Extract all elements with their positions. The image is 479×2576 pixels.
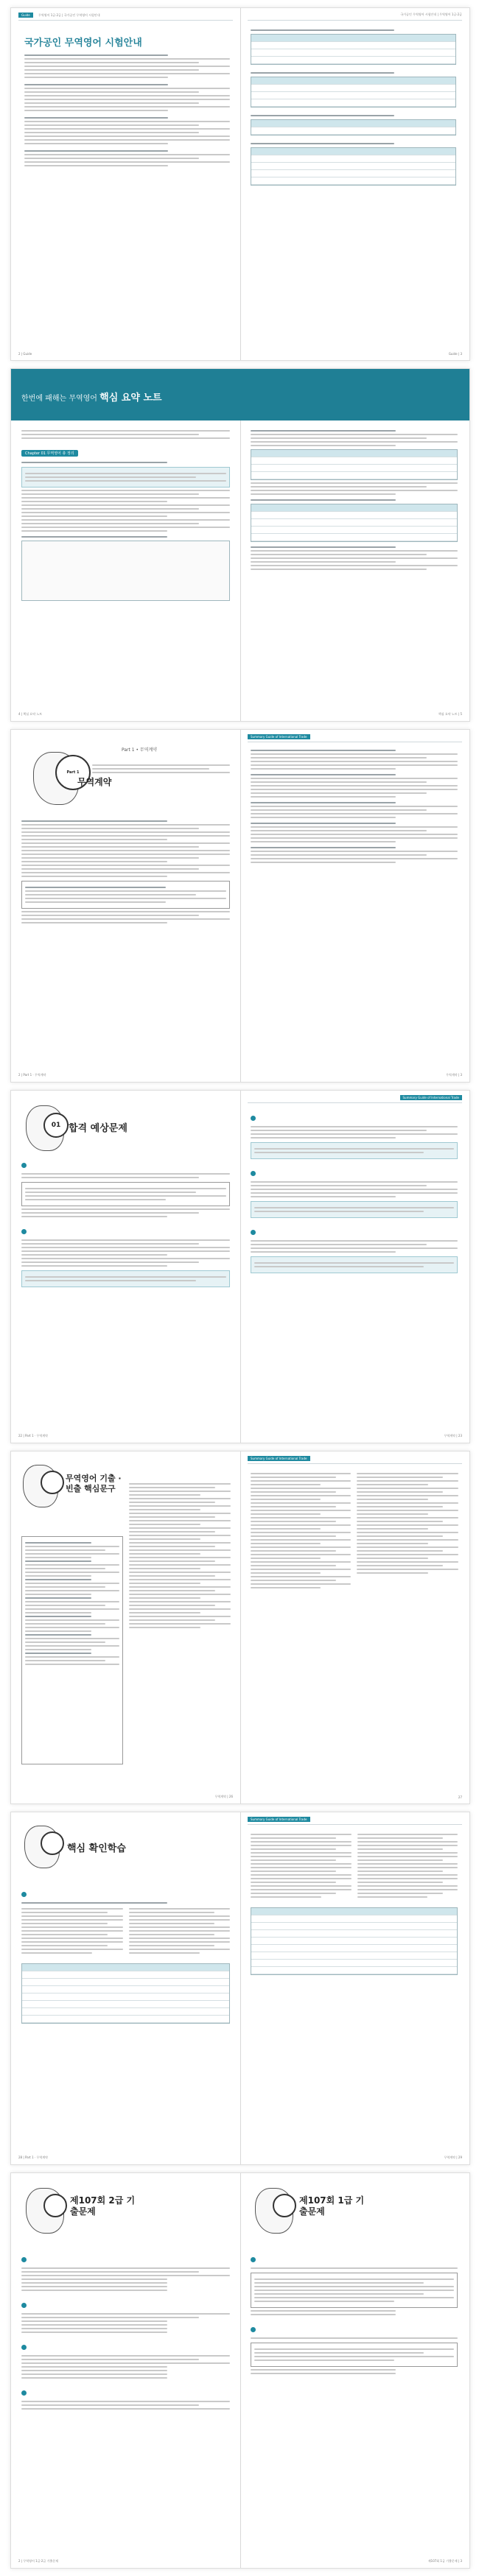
question-number-icon bbox=[251, 1171, 256, 1176]
results-table bbox=[251, 147, 456, 186]
page-footer: 28 | Part 1 · 무역계약 bbox=[18, 2156, 48, 2159]
unit-badge bbox=[273, 2194, 296, 2217]
page-title: 합격 예상문제 bbox=[69, 1123, 127, 1134]
spread-past-exams bbox=[10, 2172, 470, 2569]
summary-box bbox=[21, 467, 230, 488]
unit-title: 무역영어 기출 · 빈출 핵심문구 bbox=[66, 1474, 122, 1493]
chapter-chip: Chapter 01 무역영어 총 정리 bbox=[21, 450, 78, 457]
page-left bbox=[11, 2173, 240, 2568]
page-footer: 무역계약 | 3 bbox=[446, 1073, 462, 1077]
page-left bbox=[11, 1091, 240, 1443]
page-left bbox=[11, 369, 240, 721]
comparison-table bbox=[251, 504, 458, 542]
header-tag: Guide bbox=[18, 13, 33, 18]
exam-title: 제107회 2급 기출문제 bbox=[70, 2195, 136, 2217]
page-header bbox=[248, 1817, 462, 1825]
title-band bbox=[11, 369, 240, 420]
body-text-block bbox=[24, 54, 230, 166]
header-tag: Summary Guide of International Trade bbox=[248, 1817, 310, 1822]
title-main: 핵심 요약 노트 bbox=[99, 393, 162, 404]
page-header bbox=[248, 1095, 462, 1103]
answer-box bbox=[21, 1270, 230, 1287]
answer-box bbox=[251, 1142, 458, 1159]
answer-box bbox=[251, 1256, 458, 1273]
question-number-icon bbox=[21, 2257, 27, 2262]
spread-practice bbox=[10, 1090, 470, 1443]
page-left bbox=[11, 8, 240, 360]
page-footer: 핵심 요약 노트 | 5 bbox=[438, 712, 462, 716]
header-tag: Summary Guide of International Trade bbox=[248, 734, 310, 739]
diagram-table bbox=[21, 541, 230, 601]
page-footer: 무역계약 | 23 bbox=[444, 1434, 462, 1437]
page-right bbox=[240, 730, 469, 1082]
page-right bbox=[240, 369, 469, 721]
page-right bbox=[240, 1091, 469, 1443]
spread-guide bbox=[10, 7, 470, 361]
title-band bbox=[240, 369, 469, 420]
question-number-icon bbox=[21, 1163, 27, 1168]
page-footer: 2 | 무역영어 1급·2급 기출문제 bbox=[18, 2559, 58, 2563]
exam-table bbox=[251, 34, 456, 65]
page-footer: 2 | Part 1 · 무역계약 bbox=[18, 1073, 46, 1077]
spread-key-phrases bbox=[10, 1451, 470, 1804]
page-footer: 제107회 1급 기출문제 | 3 bbox=[427, 2559, 462, 2563]
spread-summary bbox=[10, 368, 470, 722]
page-header bbox=[18, 13, 233, 21]
answer-box bbox=[251, 1201, 458, 1218]
question-number-icon bbox=[251, 1116, 256, 1121]
unit-badge bbox=[41, 1471, 64, 1494]
passage-box bbox=[251, 2343, 458, 2367]
note-box bbox=[21, 881, 230, 909]
unit-badge bbox=[43, 2194, 67, 2217]
header-tag: Summary Guide of International Trade bbox=[400, 1095, 463, 1100]
question-number-icon bbox=[251, 1230, 256, 1235]
score-table bbox=[251, 119, 456, 136]
page-right bbox=[240, 2173, 469, 2568]
title-pre: 한번에 패해는 무역영어 bbox=[21, 395, 97, 403]
question-number-icon bbox=[21, 1229, 27, 1234]
page-left bbox=[11, 1451, 240, 1803]
unit-label: Part 1 bbox=[66, 770, 80, 775]
spread-unit-contract bbox=[10, 729, 470, 1083]
page-footer: 22 | Part 1 · 무역계약 bbox=[18, 1434, 48, 1437]
badge-number: 01 bbox=[51, 1122, 61, 1129]
page-title: 국가공인 무역영어 시험안내 bbox=[24, 38, 142, 49]
exam-title: 제107회 1급 기출문제 bbox=[299, 2195, 365, 2217]
page-footer: 4 | 핵심 요약 노트 bbox=[18, 712, 43, 716]
passage-box bbox=[21, 1182, 230, 1206]
page-right bbox=[240, 1451, 469, 1803]
schedule-table bbox=[251, 77, 456, 108]
unit-title: 무역계약 bbox=[77, 777, 112, 787]
page-right bbox=[240, 1812, 469, 2164]
spread-review bbox=[10, 1812, 470, 2165]
terms-table bbox=[251, 449, 458, 480]
page-right bbox=[240, 8, 469, 360]
unit-badge bbox=[43, 1113, 69, 1138]
question-number-icon bbox=[251, 2257, 256, 2262]
unit-tagline: Part 1 • 무역계약 bbox=[122, 747, 158, 753]
letter-box bbox=[251, 2273, 458, 2308]
header-tag: Summary Guide of International Trade bbox=[248, 1456, 310, 1461]
page-left bbox=[11, 730, 240, 1082]
page-footer: 27 bbox=[458, 1795, 462, 1799]
unit-title: 핵심 확인학습 bbox=[67, 1843, 126, 1854]
question-number-icon bbox=[21, 2345, 27, 2350]
page-footer: 무역계약 | 26 bbox=[214, 1795, 233, 1798]
page-footer: Guide | 3 bbox=[448, 352, 462, 356]
phrase-box bbox=[21, 1536, 123, 1764]
question-number-icon bbox=[21, 1892, 27, 1897]
page-footer: 무역계약 | 29 bbox=[444, 2156, 462, 2159]
answer-key-table bbox=[21, 1963, 230, 2024]
page-header: 국가공인 무역영어 시험안내 | 무역영어 1급·2급 bbox=[248, 13, 462, 21]
page-left bbox=[11, 1812, 240, 2164]
question-number-icon bbox=[21, 2303, 27, 2308]
page-footer: 2 | Guide bbox=[18, 352, 32, 356]
question-number-icon bbox=[21, 2390, 27, 2396]
unit-badge bbox=[41, 1831, 64, 1855]
answer-key-table bbox=[251, 1907, 458, 1975]
page-header bbox=[248, 1456, 462, 1464]
page-header bbox=[248, 734, 462, 742]
question-number-icon bbox=[251, 2327, 256, 2332]
header-text: 무역영어 1급·2급 | 국가공인 무역영어 시험안내 bbox=[38, 13, 100, 17]
